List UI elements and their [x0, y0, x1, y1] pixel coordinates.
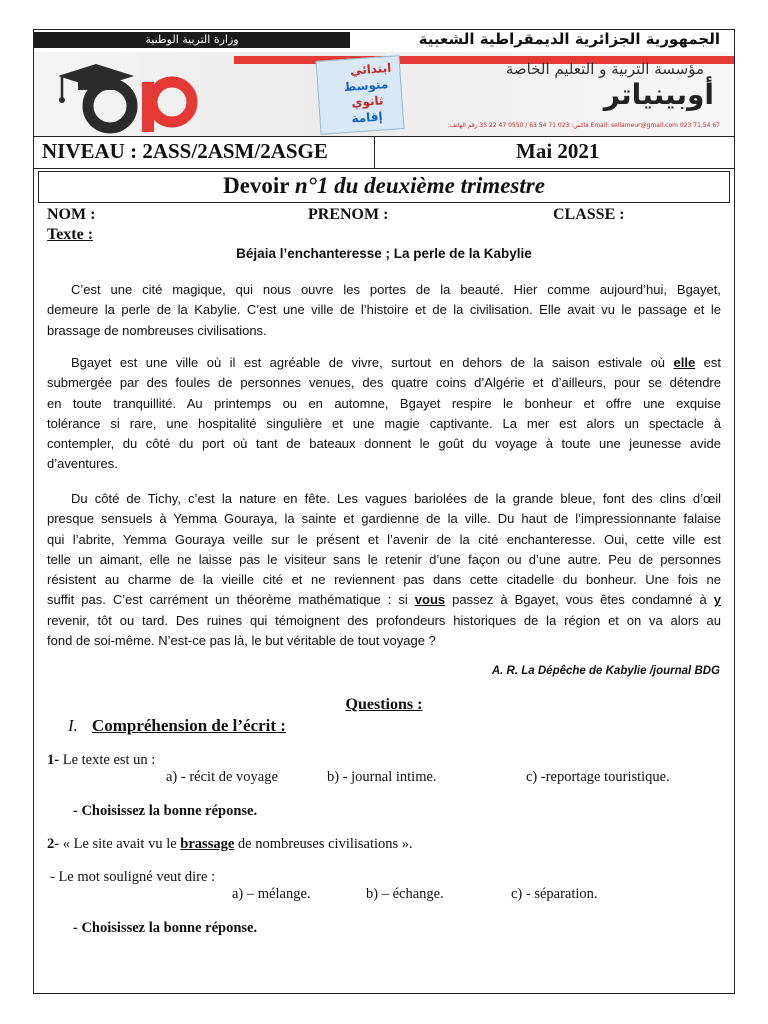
- q2-prompt-before: « Le site avait vu le: [59, 836, 181, 852]
- level-row: [34, 136, 734, 169]
- section-title: Compréhension de l’écrit :: [91, 716, 286, 735]
- q2-sub-prompt: - Le mot souligné veut dire :: [50, 869, 216, 885]
- q1-option-a[interactable]: a) - récit de voyage: [166, 769, 278, 785]
- p2-line1-before: Bgayet est une ville où il est agréable de vivre, surtout en dehors de la saison estivale où: [71, 355, 666, 370]
- classe-field[interactable]: CLASSE :: [553, 206, 625, 223]
- paragraph-1: [47, 280, 721, 341]
- republic-label: الجمهورية الجزائرية الديمقراطية الشعبية: [418, 30, 720, 48]
- p2-line: en toute tranquillité. Au printemps ou en automne, Bgayet respire le bonheur et offre une exquise: [47, 395, 721, 411]
- book-label-3: ثانوي: [350, 93, 384, 110]
- book-label-2: متوسط: [343, 77, 389, 95]
- underlined-brassage: brassage: [180, 836, 235, 852]
- contact-line: Email: sellameur@gmail.com 023 71 54 67 فاكس: 023 71 54 63 / 0550 47 22 35 رقم الهاتف:: [447, 122, 720, 129]
- q2-option-c[interactable]: c) - séparation.: [511, 886, 598, 902]
- exam-date: Mai 2021: [516, 139, 600, 163]
- section-heading: [68, 716, 286, 736]
- q2-instruction: - Choisissez la bonne réponse.: [73, 920, 258, 936]
- section-number: I.: [68, 716, 78, 735]
- q1-prompt-text: Le texte est un :: [59, 752, 156, 768]
- brand-name: أوبينياتر: [603, 78, 714, 111]
- p2-line1-after: est: [703, 355, 721, 370]
- p3-line: qui l’abrite, Yemma Gouraya veille sur le présent et l’avenir de la cité enchanteresse. Oui, cette ville est: [47, 531, 721, 547]
- p1-line: C’est une cité magique, qui nous ouvre les portes de la beauté. Hier comme aujourd’hui, Bgayet,: [71, 282, 721, 297]
- header-banner: [34, 52, 734, 136]
- underlined-vous: vous: [414, 592, 446, 608]
- exam-title-italic: n°1 du deuxième trimestre: [294, 173, 545, 198]
- underlined-elle: elle: [673, 355, 696, 370]
- p3-line: résistent au charme de la vieille cité et ne reviennent pas dans cette citadelle du bonheur. Une fois ne: [47, 572, 721, 588]
- text-source: A. R. La Dépêche de Kabylie /journal BDG: [491, 665, 720, 677]
- q1-option-b[interactable]: b) - journal intime.: [327, 769, 437, 785]
- question-2-prompt: [47, 836, 413, 853]
- underlined-y: y: [713, 592, 721, 608]
- prenom-field[interactable]: PRENOM :: [308, 206, 389, 223]
- exam-title-main: Devoir: [223, 173, 295, 198]
- texte-label: Texte :: [47, 226, 94, 243]
- paragraph-2: [47, 353, 721, 475]
- p3-line6-a: suffit pas. C’est carrément un théorème mathématique : si: [47, 592, 408, 608]
- book-label-4: إقامة: [350, 109, 384, 126]
- p2-line: d’aventures.: [47, 456, 118, 472]
- levels-book-icon: [316, 55, 405, 135]
- q2-prompt-after: de nombreuses civilisations ».: [234, 836, 413, 852]
- level-divider: [374, 137, 375, 168]
- p2-line: tolérance si rare, une hospitalité singulière et une magie captivante. La mer est alors un spectacle à: [47, 415, 721, 431]
- paragraph-3: [47, 489, 721, 651]
- q2-number: 2-: [47, 836, 60, 852]
- q1-instruction: - Choisissez la bonne réponse.: [73, 803, 258, 819]
- p3-line: Du côté de Tichy, c’est la nature en fête. Les vagues bariolées de la grande bleue, font des clins d’œil: [71, 491, 721, 506]
- p1-line: brassage de nombreuses civilisations.: [47, 322, 267, 338]
- p3-line: revenir, tôt ou tard. Des ruines qui témoignent des profondeurs historiques de la région et on va alors au: [47, 612, 721, 628]
- p2-line: [47, 353, 721, 373]
- p3-line: fond de soi-même. N’est-ce pas là, le but véritable de tout voyage ?: [47, 633, 436, 649]
- book-label-1: ابتدائي: [349, 60, 392, 78]
- question-1-prompt: [47, 752, 155, 769]
- q1-number: 1-: [47, 752, 60, 768]
- ministry-label: وزارة التربية الوطنية: [34, 32, 350, 48]
- q1-option-c[interactable]: c) -reportage touristique.: [526, 769, 670, 785]
- text-title: Béjaia l’enchanteresse ; La perle de la Kabylie: [236, 246, 532, 261]
- level-label: NIVEAU : 2ASS/2ASM/2ASGE: [42, 139, 328, 163]
- nom-field[interactable]: NOM :: [47, 206, 96, 223]
- q2-option-a[interactable]: a) – mélange.: [232, 886, 311, 902]
- school-logo-icon: [38, 54, 238, 134]
- p3-line6-b: passez à Bgayet, vous êtes condamné à: [452, 592, 707, 608]
- institution-name: مؤسسة التربية و التعليم الخاصة: [505, 60, 704, 78]
- q2-option-b[interactable]: b) – échange.: [366, 886, 444, 902]
- questions-heading: Questions :: [345, 696, 423, 713]
- p3-line: [47, 590, 721, 610]
- p1-line: demeure la perle de la Kabylie. C’est une ville de l’histoire et de la civilisation. Elle avait vu le passage et le: [47, 302, 721, 318]
- p3-line: telle un aimant, elle ne laisse pas le visiteur sans le retenir d’une façon ou d’une autre. Peu de personnes: [47, 551, 721, 567]
- p2-line: submergée par des foules de personnes venues, des quatre coins d’Algérie et d’ailleurs, pour se détendre: [47, 375, 721, 391]
- p3-line: presque sensuels à Yemma Gouraya, la sainte et gardienne de la ville. Du haut de l’impressionnante falaise: [47, 511, 721, 527]
- header-top: [34, 30, 734, 50]
- p2-line: contempler, du côté du port où tant de bateaux donnent le goût du voyage à toute une jeunesse avide: [47, 436, 721, 452]
- exam-title: [38, 171, 730, 203]
